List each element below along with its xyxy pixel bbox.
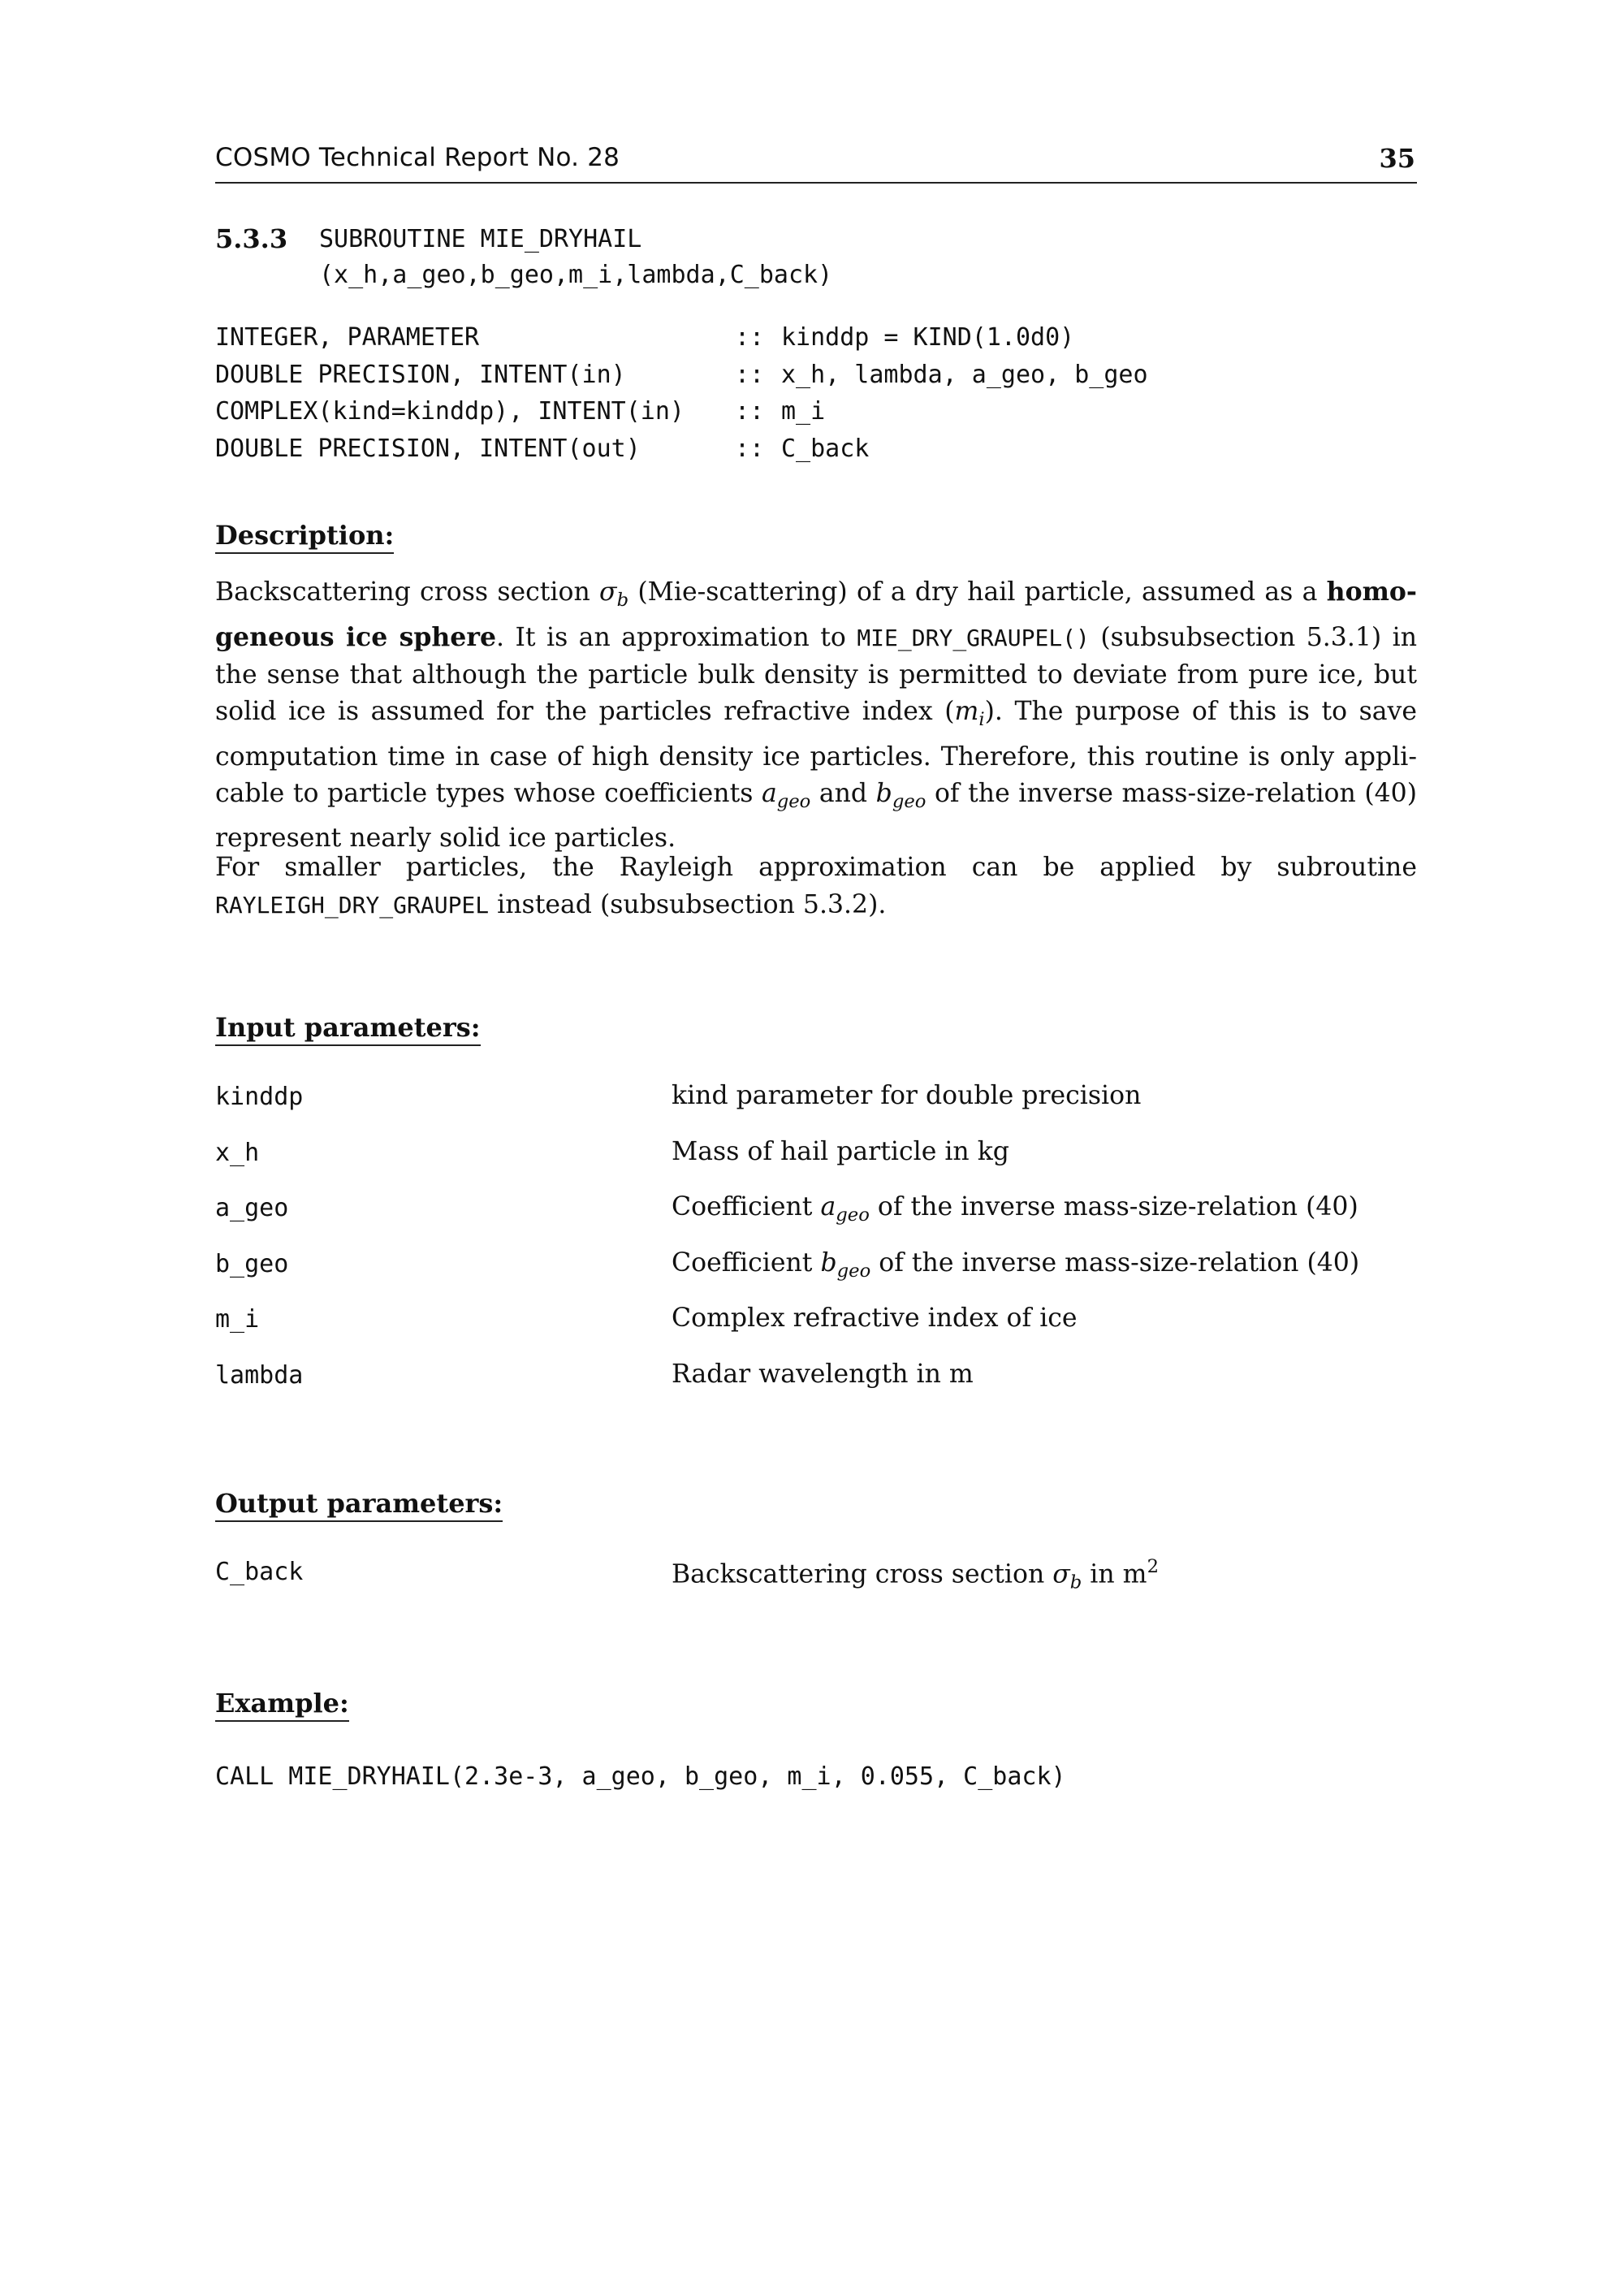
page-number: 35 [1379, 143, 1415, 174]
inline-code: RAYLEIGH_DRY_GRAUPEL [215, 891, 490, 919]
declaration-separator: :: [735, 434, 765, 463]
text-run: (Mie-scattering) of a dry hail particle, assumed as a [628, 577, 1327, 607]
a-symbol: a [820, 1192, 836, 1222]
declarations-block [215, 323, 1417, 471]
document-page [215, 0, 1417, 2296]
subsection-number: 5.3.3 [215, 223, 288, 254]
declaration-type: COMPLEX(kind=kinddp), INTENT(in) [215, 397, 685, 426]
unit-exponent: 2 [1147, 1556, 1159, 1577]
text-run: Coefficient [672, 1247, 821, 1278]
declaration-variables: C_back [781, 434, 870, 463]
parameter-name: b_geo [215, 1249, 289, 1278]
description-paragraph [215, 573, 1417, 858]
b-subscript: geo [836, 1260, 871, 1282]
parameter-description [672, 1304, 1078, 1333]
b-symbol: b [875, 779, 892, 809]
parameter-name: m_i [215, 1305, 260, 1334]
declaration-type: DOUBLE PRECISION, INTENT(in) [215, 360, 626, 389]
example-heading: Example: [215, 1688, 349, 1722]
parameter-name: C_back [215, 1558, 304, 1586]
parameter-name: x_h [215, 1138, 260, 1167]
text-run: of the inverse mass-size-relation (40) [869, 1192, 1358, 1222]
b-symbol: b [820, 1247, 837, 1278]
parameter-name: a_geo [215, 1194, 289, 1222]
inline-code: MIE_DRY_GRAUPEL() [857, 625, 1090, 652]
description-paragraph [215, 850, 1417, 923]
parameter-row [215, 1136, 1417, 1195]
parameter-description [672, 1360, 974, 1389]
text-run: For smaller particles, the Rayleigh approximation can be applied by subroutine [215, 853, 1417, 882]
sigma-symbol: σ [1052, 1559, 1070, 1589]
text-run: of the inverse mass-size-relation (40) [870, 1247, 1360, 1278]
a-subscript: geo [836, 1204, 870, 1226]
page-header [215, 143, 1417, 184]
declaration-variables: m_i [781, 397, 826, 426]
text-run: Coefficient [672, 1192, 821, 1222]
text-run: Radar wavelength in m [672, 1359, 974, 1389]
declaration-row [215, 323, 1417, 361]
declaration-row [215, 435, 1417, 472]
text-run: kind parameter for double precision [672, 1081, 1142, 1110]
declaration-type: INTEGER, PARAMETER [215, 323, 480, 352]
report-title: COSMO Technical Report No. 28 [215, 143, 620, 172]
text-run: (subsubsection 5.3.1) in the sense that although the particle bulk density is permitted to deviate from pure ice, but solid ice is assumed for the particles refractive index ( [215, 623, 1417, 727]
text-run: . It is an approximation to [495, 623, 857, 653]
text-run: ). The purpose of this is to save computation time in case of high density ice particles. Therefore, this routine is only appli-cable to particle types whose coefficients [215, 697, 1417, 809]
declaration-row [215, 361, 1417, 398]
parameter-row [215, 1361, 1417, 1417]
b-subscript: geo [892, 790, 926, 812]
parameter-row [215, 1083, 1417, 1139]
bold-term: homo-geneous ice sphere [215, 577, 1417, 653]
sigma-subscript: b [1069, 1572, 1082, 1593]
text-run: Backscattering cross section [672, 1559, 1053, 1589]
parameter-row [215, 1558, 1417, 1614]
a-symbol: a [761, 779, 777, 809]
text-run: in m [1082, 1559, 1147, 1589]
text-run: Complex refractive index of ice [672, 1304, 1078, 1333]
declaration-separator: :: [735, 360, 765, 389]
parameter-row [215, 1194, 1417, 1250]
text-run: Backscattering cross section [215, 577, 600, 607]
subroutine-name: SUBROUTINE MIE_DRYHAIL [319, 225, 642, 253]
input-parameters-list [215, 1083, 1417, 1416]
parameter-name: lambda [215, 1360, 304, 1390]
sigma-subscript: b [616, 589, 629, 611]
parameter-description [672, 1556, 1159, 1593]
m-subscript: i [978, 709, 985, 731]
output-parameters-list [215, 1558, 1417, 1614]
parameter-name: kinddp [215, 1083, 304, 1111]
declaration-type: DOUBLE PRECISION, INTENT(out) [215, 434, 641, 463]
input-parameters-heading: Input parameters: [215, 1012, 481, 1046]
parameter-row [215, 1305, 1417, 1361]
output-parameters-heading: Output parameters: [215, 1488, 503, 1522]
m-symbol: m [954, 697, 979, 727]
a-subscript: geo [776, 790, 811, 812]
text-run: instead (subsubsection 5.3.2). [489, 889, 887, 919]
parameter-description [672, 1192, 1358, 1226]
declaration-variables: x_h, lambda, a_geo, b_geo [781, 360, 1148, 389]
declaration-separator: :: [735, 323, 765, 352]
parameter-description [672, 1081, 1141, 1110]
declaration-separator: :: [735, 397, 765, 426]
parameter-description [672, 1248, 1359, 1282]
text-run: Mass of hail particle in kg [672, 1136, 1009, 1166]
description-heading: Description: [215, 520, 394, 554]
parameter-description [672, 1137, 1009, 1166]
declaration-row [215, 397, 1417, 435]
declaration-variables: kinddp = KIND(1.0d0) [781, 323, 1075, 352]
example-code-line: CALL MIE_DRYHAIL(2.3e-3, a_geo, b_geo, m_i, 0.055, C_back) [215, 1762, 1066, 1791]
sigma-symbol: σ [599, 577, 617, 607]
text-run: and [810, 779, 876, 809]
subroutine-arguments: (x_h,a_geo,b_geo,m_i,lambda,C_back) [319, 261, 833, 289]
text-run: of the inverse mass-size-relation (40) represent nearly solid ice particles. [215, 779, 1417, 854]
parameter-row [215, 1247, 1417, 1306]
